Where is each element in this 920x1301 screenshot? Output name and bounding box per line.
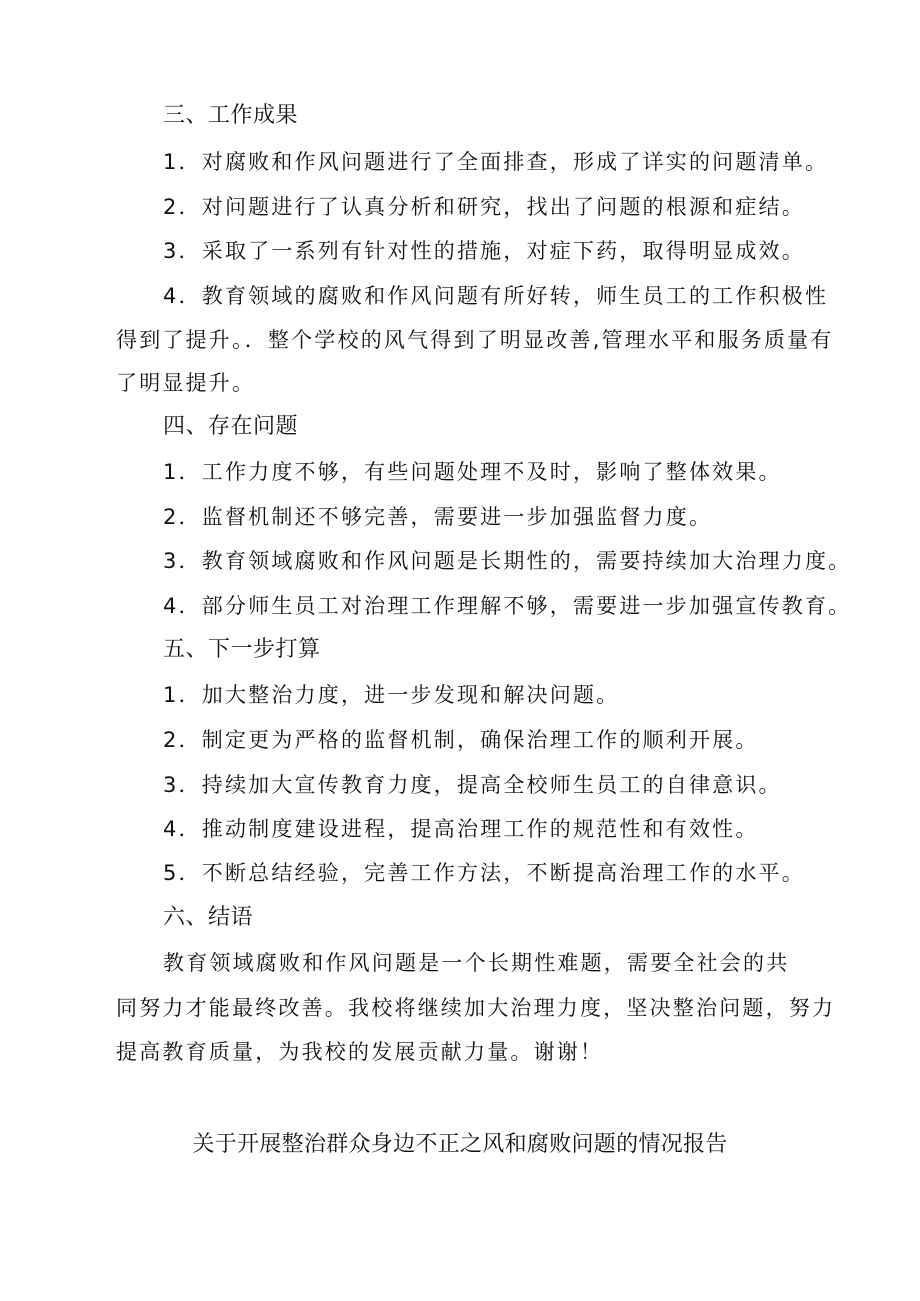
conclusion-line-3: 提高教育质量，为我校的发展贡献力量。谢谢！	[116, 1040, 604, 1064]
next-document-title: 关于开展整治群众身边不正之风和腐败问题的情况报告	[192, 1132, 728, 1157]
section-heading-conclusion: 六、结语	[163, 905, 254, 930]
results-item-4-cont-2: 了明显提升。	[116, 371, 256, 395]
section-heading-problems: 四、存在问题	[163, 414, 299, 439]
next-steps-item-5: 5．不断总结经验，完善工作方法，不断提高治理工作的水平。	[163, 861, 805, 885]
problems-item-1: 1．工作力度不够，有些问题处理不及时，影响了整体效果。	[163, 460, 782, 484]
next-steps-item-3: 3．持续加大宣传教育力度，提高全校师生员工的自律意识。	[163, 773, 782, 797]
next-steps-item-1: 1．加大整治力度，进一步发现和解决问题。	[163, 683, 620, 707]
problems-item-4: 4．部分师生员工对治理工作理解不够，需要进一步加强宣传教育。	[163, 594, 852, 618]
conclusion-line-2: 同努力才能最终改善。我校将继续加大治理力度，坚决整治问题，努力	[116, 996, 836, 1020]
results-item-1: 1．对腐败和作风问题进行了全面排查，形成了详实的问题清单。	[163, 150, 829, 174]
results-item-4: 4．教育领域的腐败和作风问题有所好转，师生员工的工作积极性	[163, 284, 829, 308]
results-item-2: 2．对问题进行了认真分析和研究，找出了问题的根源和症结。	[163, 195, 805, 219]
next-steps-item-4: 4．推动制度建设进程，提高治理工作的规范性和有效性。	[163, 817, 759, 841]
next-steps-item-2: 2．制定更为严格的监督机制，确保治理工作的顺利开展。	[163, 728, 759, 752]
problems-item-3: 3．教育领域腐败和作风问题是长期性的，需要持续加大治理力度。	[163, 549, 852, 573]
section-heading-next-steps: 五、下一步打算	[163, 637, 321, 662]
section-heading-results: 三、工作成果	[163, 103, 299, 128]
results-item-3: 3．采取了一系列有针对性的措施，对症下药，取得明显成效。	[163, 239, 805, 263]
results-item-4-cont-1: 得到了提升。．整个学校的风气得到了明显改善,管理水平和服务质量有	[116, 328, 834, 352]
problems-item-2: 2．监督机制还不够完善，需要进一步加强监督力度。	[163, 505, 713, 529]
conclusion-line-1: 教育领域腐败和作风问题是一个长期性难题，需要全社会的共	[163, 951, 790, 975]
